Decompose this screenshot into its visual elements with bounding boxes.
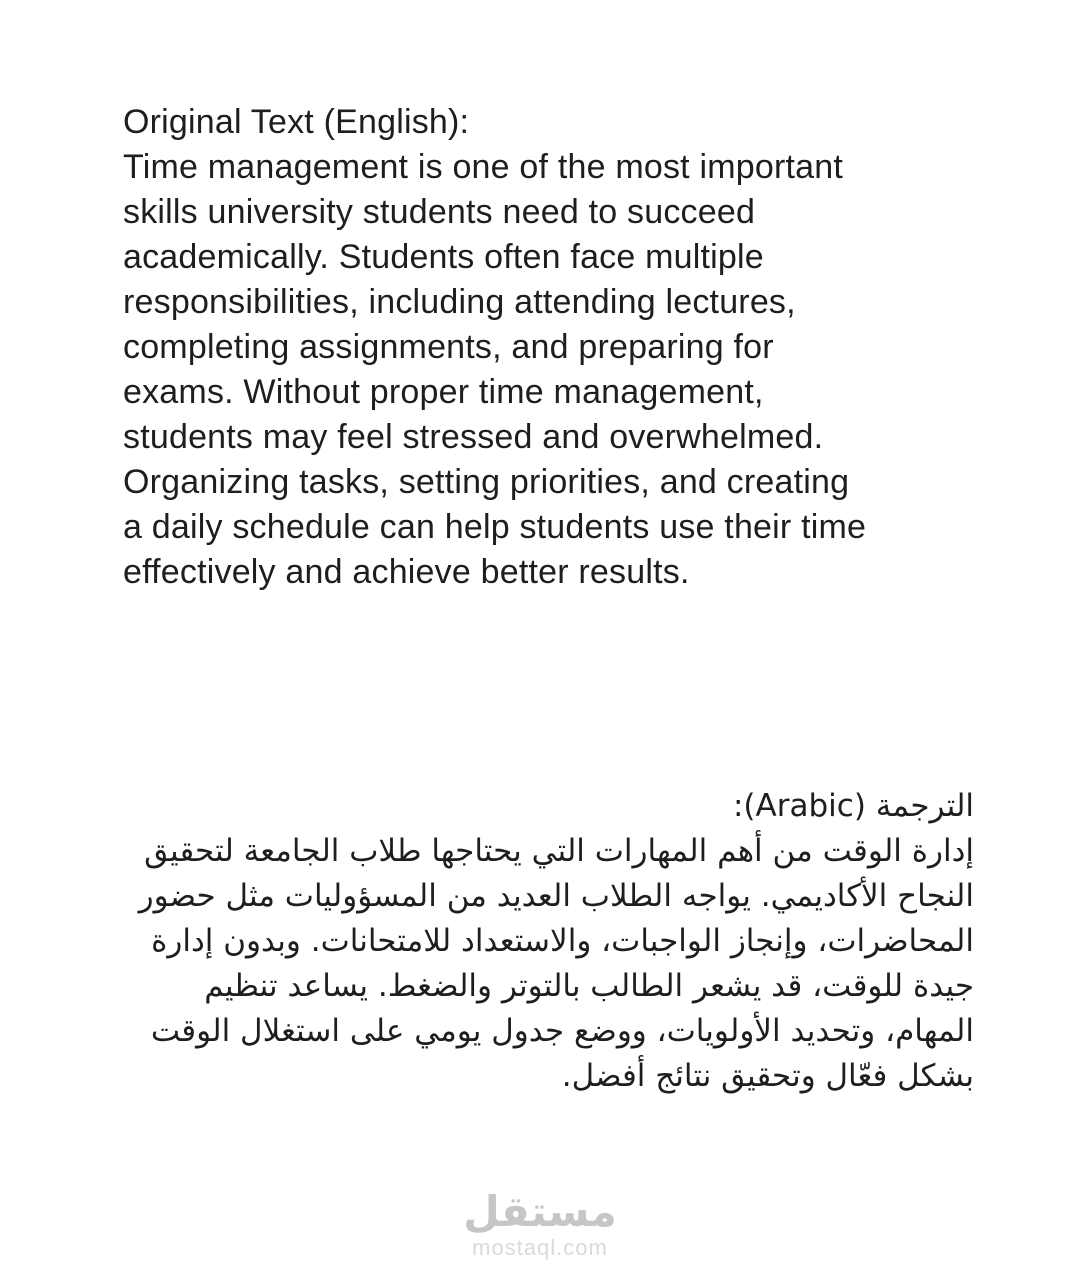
english-heading: Original Text (English): [123,103,470,141]
watermark [0,1189,1080,1261]
arabic-text-block [129,784,974,1099]
watermark-site-url: mostaql.com [472,1235,608,1260]
arabic-body: إدارة الوقت من أهم المهارات التي يحتاجها طلاب الجامعة لتحقيق النجاح الأكاديمي. يواجه الطلاب العديد من المسؤوليات مثل حضور المحاضرات، وإنجاز الواجبات، والاستعداد للامتحانات. وبدون إدارة جيدة للوقت، قد يشعر الطالب بالتوتر والضغط. يساعد تنظيم المهام، وتحديد الأولويات، ووضع جدول يومي على استغلال الوقت بشكل فعّال وتحقيق نتائج أفضل. [138,833,974,1094]
watermark-brand-logo: مستقل [463,1187,617,1236]
english-body: Time management is one of the most important skills university students need to succeed academically. Students often face multiple responsibilities, including attending lectures, completing assignments, and preparing for exams. Without proper time management, students may feel stressed and overwhelmed. Organizing tasks, setting priorities, and creating a daily schedule can help students use their time effectively and achieve better results. [123,148,867,591]
english-text-block [123,100,871,595]
arabic-heading: الترجمة (Arabic): [732,788,974,824]
